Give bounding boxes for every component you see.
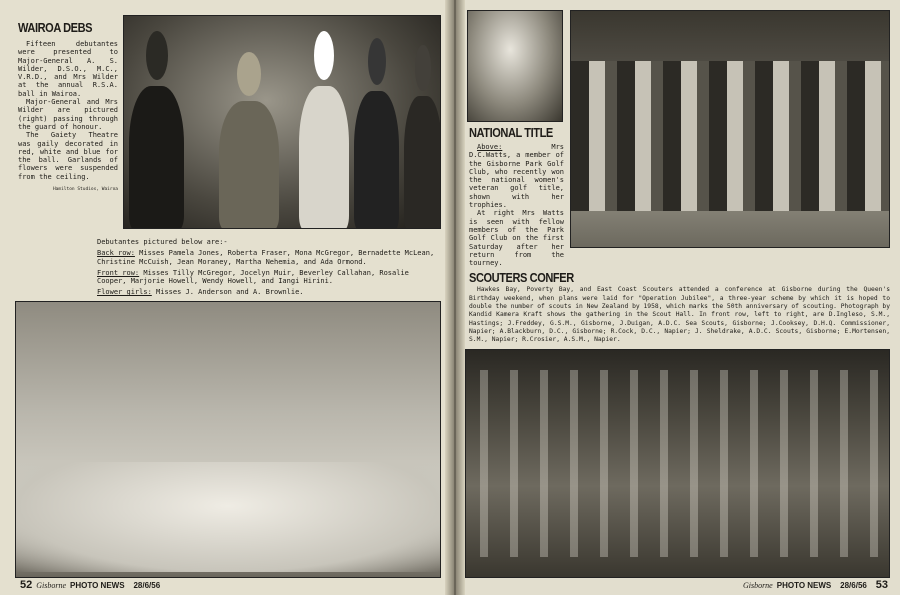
right-page xyxy=(458,0,900,595)
brand-name: PHOTO NEWS xyxy=(776,581,832,590)
page-footer-right xyxy=(739,579,888,592)
scouters-confer-heading: SCOUTERS CONFER xyxy=(469,270,574,286)
wairoa-debs-article xyxy=(18,40,118,193)
article-paragraph: Major-General and Mrs Wilder are pictured (right) passing through the guard of honour. xyxy=(18,98,118,131)
national-title-block xyxy=(465,125,564,267)
caption-intro: Debutantes pictured below are:- xyxy=(97,238,228,246)
flower-girls-names xyxy=(97,288,441,296)
above-label: Above: xyxy=(477,143,503,151)
back-row-names xyxy=(97,249,441,266)
article-paragraph: The Gaiety Theatre was gaily decorated in red, white and blue for the ball. Garlands of flowers were suspended from the ceiling. xyxy=(18,131,118,181)
page-number: 52 xyxy=(20,579,33,591)
article-paragraph xyxy=(469,143,564,209)
brand-name: PHOTO NEWS xyxy=(70,581,125,590)
debutantes-group-photo xyxy=(15,301,441,578)
article-paragraph: Fifteen debutantes were presented to Major-General A. S. Wilder, D.S.O., M.C., V.R.D., and Mrs Wilder at the annual R.S.A. ball in Wairoa. xyxy=(18,40,118,98)
article-paragraph: At right Mrs Watts is seen with fellow members of the Park Golf Club on the first Saturday after her return from the tourney. xyxy=(469,209,564,268)
scouters-confer-block xyxy=(465,270,890,344)
debutantes-section xyxy=(15,238,441,578)
wairoa-debs-column xyxy=(18,20,118,193)
issue-date: 28/6/56 xyxy=(133,581,161,590)
article-paragraph: Hawkes Bay, Poverty Bay, and East Coast Scouters attended a conference at Gisborne during the Queen's Birthday weekend, when plans were laid for "Operation Jubilee", a three-year scheme by which it is hoped to double the number of scouts in New Zealand by 1958, which marks the 50th anniversary of scouting. Photograph by Kandid Kamera Kraft shows the gathering in the Scout Hall. In front row, left to right, are D.Ingleso, S.M., Hastings; J.Freddey, G.S.M., Gisborne, J.Duigan, A.D.C. Sea Scouts, Gisborne; J.Cooksey, D.H.Q. Commissioner, Napier; A.Blackburn, D.C., Gisborne; R.Cock, D.C., Napier; J. Sheldrake, A.D.C. Scouts, Gisborne; E.Mortensen, S.M., Napier; R.Crosier, A.S.M., Napier. xyxy=(469,286,890,344)
wairoa-debs-heading: WAIROA DEBS xyxy=(18,20,93,35)
page-footer-left xyxy=(20,579,160,592)
center-fold xyxy=(445,0,465,595)
flower-girls-text: Misses J. Anderson and A. Brownlie. xyxy=(151,288,304,297)
national-title-heading: NATIONAL TITLE xyxy=(469,125,553,140)
front-row-names xyxy=(97,269,441,286)
right-lower-column xyxy=(465,125,890,578)
masthead-logo: Gisborne xyxy=(742,581,773,590)
paragraph-text: Mrs D.C.Watts, a member of the Gisborne Park Golf Club, who recently won the national women's veteran golf title, shown with her trophies. xyxy=(469,143,564,210)
back-row-text: Misses Pamela Jones, Roberta Fraser, Mona McGregor, Bernadette McLean, Christine McCuish, Jean Moraney, Martha Nehemia, and Ada Ormond. xyxy=(97,249,435,266)
issue-date: 28/6/56 xyxy=(840,581,867,590)
masthead-logo: Gisborne xyxy=(36,581,67,590)
front-row-label: Front row: xyxy=(97,268,140,277)
flower-girls-label: Flower girls: xyxy=(97,288,152,297)
page-number: 53 xyxy=(875,579,888,591)
national-title-article xyxy=(469,143,564,267)
mrs-watts-photo xyxy=(467,10,563,122)
back-row-label: Back row: xyxy=(97,249,135,258)
guard-of-honour-photo xyxy=(123,15,441,229)
debutantes-caption xyxy=(97,238,441,297)
photo-credit: Hamilton Studios, Wairoa xyxy=(52,187,118,193)
front-row-text: Misses Tilly McGregor, Jocelyn Muir, Beverley Callahan, Rosalie Cooper, Marjorie Howell, Wendy Howell, and Iangi Hirini. xyxy=(97,268,409,286)
scouters-group-photo xyxy=(465,349,890,578)
scouters-confer-article xyxy=(469,286,890,344)
